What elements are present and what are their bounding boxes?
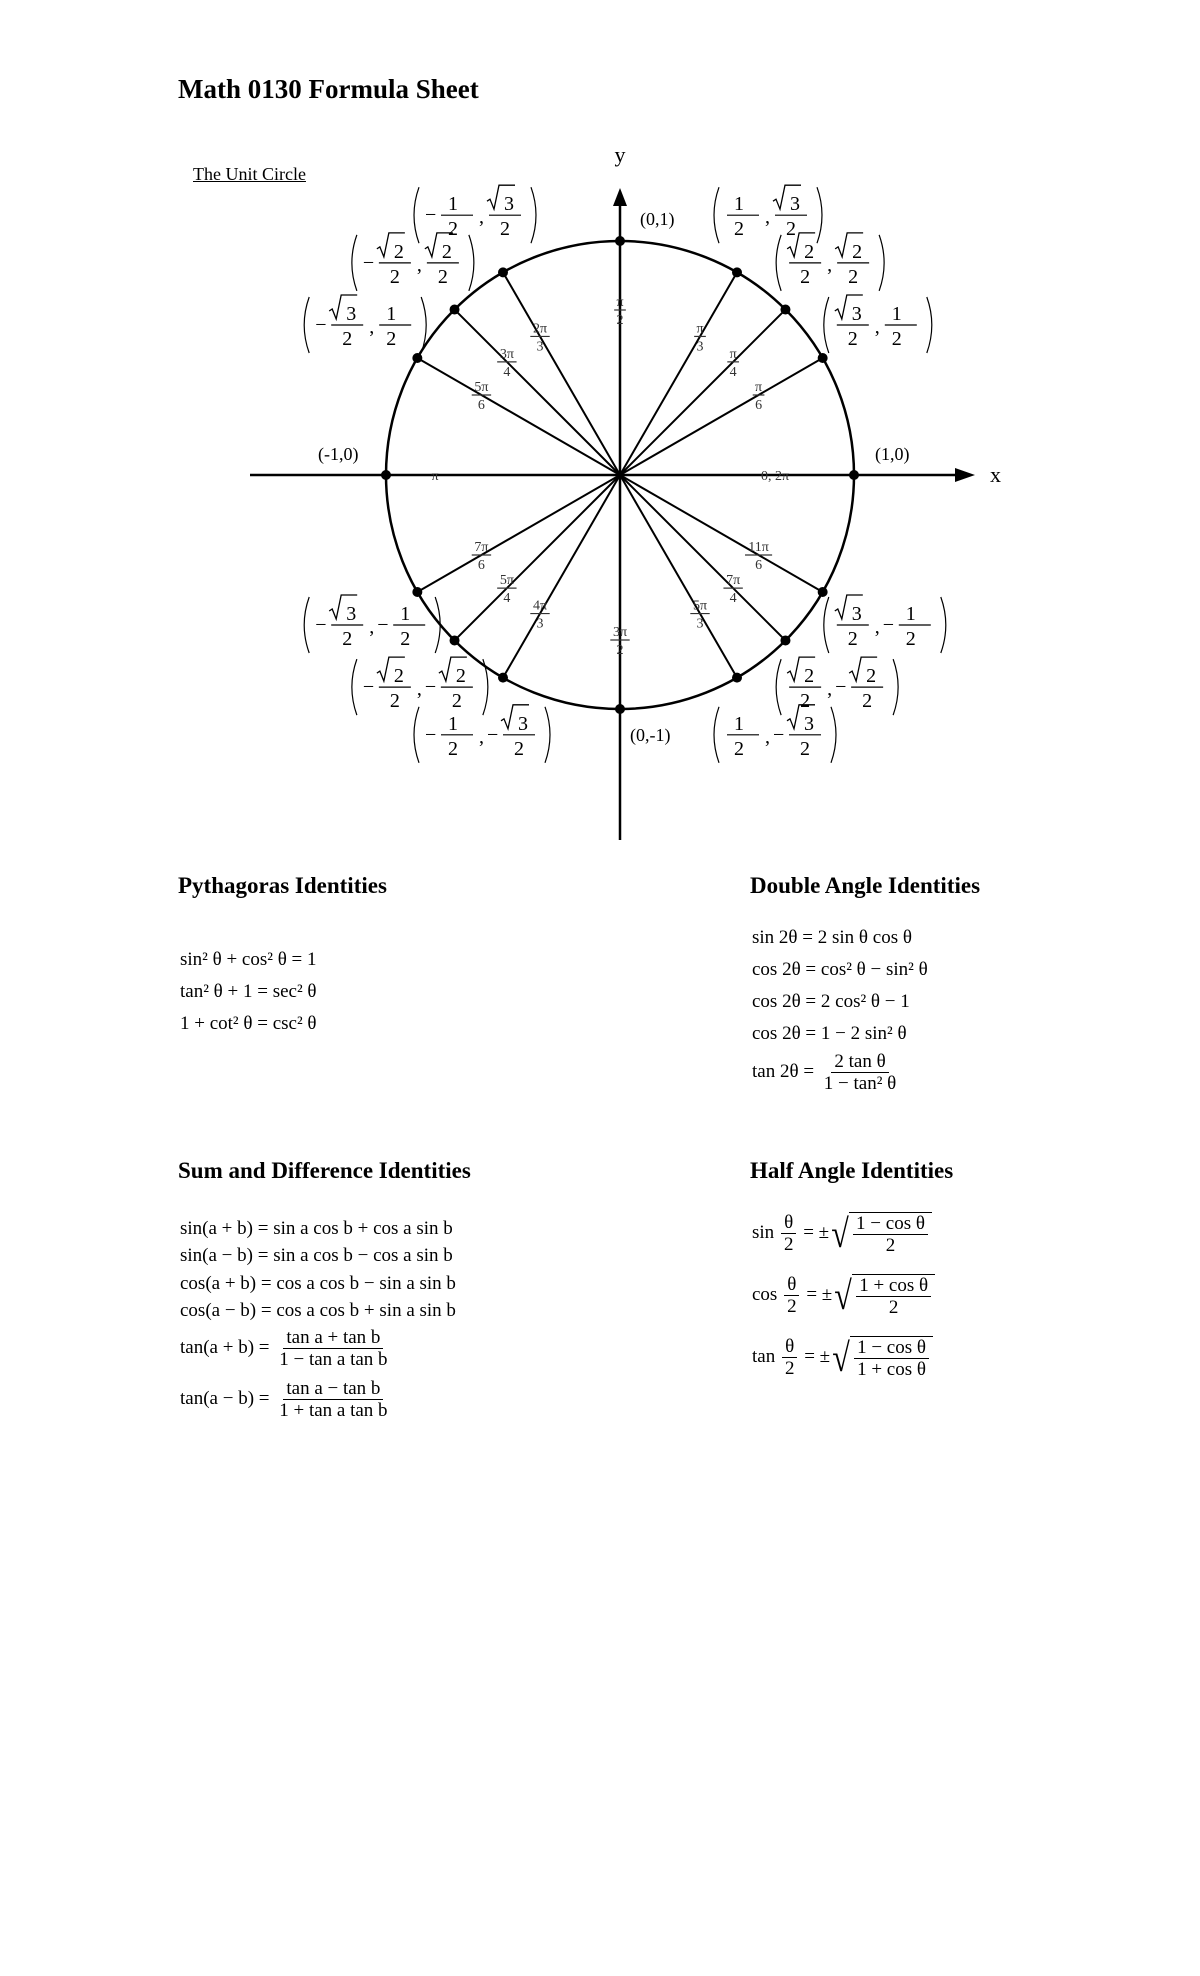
half-angle-tan-radicand bbox=[850, 1336, 933, 1379]
coord-x-240-minus: − bbox=[425, 723, 437, 746]
coord-x-240 bbox=[425, 713, 473, 760]
coord-label-120 bbox=[414, 185, 536, 243]
coord-x-315-num: 2 bbox=[804, 665, 815, 688]
angle-ray bbox=[503, 475, 620, 678]
right-paren-icon bbox=[531, 187, 536, 243]
sum-difference-line-4: cos(a − b) = cos a cos b + sin a sin b bbox=[180, 1300, 456, 1321]
coord-y-30-den: 2 bbox=[891, 328, 902, 350]
coord-x-135-den: 2 bbox=[389, 265, 400, 288]
coord-label-210 bbox=[304, 595, 440, 653]
angle-ray bbox=[620, 272, 737, 475]
coord-x-60-den: 2 bbox=[734, 218, 744, 241]
half-angle-tan-arg-num: θ bbox=[782, 1337, 797, 1358]
coord-y-330-minus: − bbox=[882, 614, 895, 636]
angle-label-135-num: 3π bbox=[499, 346, 514, 362]
angle-ray bbox=[503, 272, 620, 475]
half-angle-sin-pm: = ± bbox=[803, 1221, 830, 1243]
coord-y-210 bbox=[377, 603, 425, 650]
left-paren-icon bbox=[714, 707, 719, 763]
coord-y-30-num: 1 bbox=[891, 303, 902, 325]
right-paren-icon bbox=[927, 297, 932, 353]
coord-comma-30: , bbox=[874, 316, 880, 338]
angle-label-60-num: π bbox=[696, 321, 704, 337]
coord-y-300-den: 2 bbox=[800, 737, 810, 760]
coord-x-225 bbox=[363, 657, 411, 712]
angle-label-210 bbox=[472, 540, 491, 573]
angle-label-90-den: 2 bbox=[616, 313, 624, 328]
coord-y-210-num: 1 bbox=[400, 603, 411, 625]
coord-x-210 bbox=[315, 595, 363, 650]
circle-point bbox=[498, 673, 508, 683]
tan-minus-fraction bbox=[276, 1379, 390, 1420]
circle-point bbox=[732, 673, 742, 683]
coord-comma-135: , bbox=[416, 253, 422, 276]
coord-x-150 bbox=[315, 295, 363, 350]
x-axis-label: x bbox=[990, 462, 1001, 487]
coord-y-315 bbox=[835, 657, 883, 712]
circle-point bbox=[450, 305, 460, 315]
angle-label-315 bbox=[723, 573, 742, 606]
coord-y-60-num: 3 bbox=[790, 193, 800, 216]
coord-x-60-num: 1 bbox=[734, 193, 744, 216]
half-angle-tan-den: 1 + cos θ bbox=[857, 1359, 926, 1380]
coord-x-210-den: 2 bbox=[342, 628, 353, 650]
coord-y-135 bbox=[425, 233, 459, 288]
tan-minus-lhs: tan(a − b) = bbox=[180, 1387, 270, 1409]
half-angle-tan-pm: = ± bbox=[804, 1345, 831, 1367]
circle-point bbox=[615, 704, 625, 714]
half-angle-heading: Half Angle Identities bbox=[750, 1158, 954, 1183]
coord-y-120-num: 3 bbox=[504, 193, 514, 216]
angle-ray bbox=[620, 475, 823, 592]
coord-y-45 bbox=[835, 233, 869, 288]
double-angle-line-1: sin 2θ = 2 sin θ cos θ bbox=[752, 927, 912, 948]
coord-x-240-num: 1 bbox=[448, 712, 458, 735]
sqrt-icon: √ bbox=[831, 1210, 849, 1256]
angle-label-0: 0, 2π bbox=[760, 469, 790, 484]
coord-x-315 bbox=[787, 657, 821, 712]
coord-y-240-minus: − bbox=[487, 723, 499, 746]
angle-label-240-num: 4π bbox=[532, 598, 548, 614]
point-label-left: (-1,0) bbox=[318, 444, 359, 464]
left-paren-icon bbox=[414, 187, 419, 243]
half-angle-cos-fn: cos bbox=[752, 1283, 778, 1305]
left-paren-icon bbox=[824, 597, 829, 653]
coord-y-150-num: 1 bbox=[386, 303, 397, 325]
circle-point bbox=[381, 470, 391, 480]
tan-plus-numerator: tan a + tan b bbox=[283, 1328, 383, 1349]
coord-y-120 bbox=[487, 185, 521, 240]
coord-x-300 bbox=[727, 713, 759, 760]
left-paren-icon bbox=[352, 235, 357, 291]
circle-point bbox=[780, 305, 790, 315]
double-angle-tan-numerator: 2 tan θ bbox=[831, 1052, 888, 1073]
circle-point bbox=[498, 267, 508, 277]
angle-label-300-num: 5π bbox=[692, 598, 708, 614]
coord-label-300 bbox=[714, 705, 836, 763]
half-angle-cos-arg-num: θ bbox=[784, 1275, 799, 1296]
half-angle-cos-den: 2 bbox=[888, 1297, 899, 1318]
half-angle-sin-den: 2 bbox=[885, 1235, 896, 1256]
coord-x-225-minus: − bbox=[362, 676, 375, 699]
angle-label-225 bbox=[497, 573, 516, 606]
coord-comma-45: , bbox=[827, 253, 833, 276]
coord-y-225 bbox=[425, 657, 473, 712]
angle-ray bbox=[620, 358, 823, 475]
coord-comma-210: , bbox=[369, 616, 375, 638]
coord-y-60-den: 2 bbox=[786, 218, 796, 241]
coord-y-225-den: 2 bbox=[451, 690, 462, 713]
circle-point bbox=[450, 635, 460, 645]
half-angle-sin bbox=[752, 1212, 932, 1255]
y-axis-label: y bbox=[614, 142, 626, 167]
coord-y-315-num: 2 bbox=[866, 665, 877, 688]
circle-point bbox=[818, 587, 828, 597]
angle-label-150-den: 6 bbox=[477, 398, 485, 413]
sqrt-icon: √ bbox=[832, 1334, 850, 1380]
sum-difference-line-3: cos(a + b) = cos a cos b − sin a sin b bbox=[180, 1273, 456, 1294]
double-angle-line-3: cos 2θ = 2 cos² θ − 1 bbox=[752, 991, 910, 1012]
double-angle-tan-fraction bbox=[821, 1052, 899, 1093]
half-angle-sin-arg-den: 2 bbox=[783, 1234, 794, 1255]
coord-label-330 bbox=[824, 595, 946, 653]
coord-label-45 bbox=[776, 233, 884, 291]
coord-y-330-num: 1 bbox=[905, 603, 916, 625]
coord-x-135 bbox=[363, 233, 411, 288]
angle-label-120-den: 3 bbox=[536, 339, 544, 355]
coord-x-60 bbox=[727, 193, 759, 240]
angle-label-135-den: 4 bbox=[503, 364, 511, 380]
circle-point bbox=[849, 470, 859, 480]
angle-ray bbox=[417, 475, 620, 592]
angle-label-270-den: 2 bbox=[616, 643, 624, 658]
coord-comma-240: , bbox=[479, 725, 484, 748]
half-angle-cos-radicand bbox=[852, 1274, 935, 1317]
point-label-right: (1,0) bbox=[875, 444, 910, 464]
coord-y-150-den: 2 bbox=[386, 328, 397, 350]
half-angle-cos-num: 1 + cos θ bbox=[856, 1276, 931, 1297]
coord-y-120-den: 2 bbox=[500, 218, 510, 241]
coord-x-30 bbox=[835, 295, 869, 350]
pythagoras-line-3: 1 + cot² θ = csc² θ bbox=[180, 1013, 317, 1034]
double-angle-tan bbox=[752, 1052, 901, 1093]
unit-circle-diagram bbox=[0, 0, 1200, 870]
angle-label-315-num: 7π bbox=[726, 573, 741, 589]
right-paren-icon bbox=[941, 597, 946, 653]
left-paren-icon bbox=[352, 659, 357, 715]
angle-label-30-num: π bbox=[755, 380, 763, 395]
angle-label-180: π bbox=[431, 469, 439, 484]
angle-label-225-num: 5π bbox=[499, 573, 514, 589]
angle-label-240-den: 3 bbox=[536, 616, 544, 632]
right-paren-icon bbox=[831, 707, 836, 763]
coord-comma-120: , bbox=[479, 206, 484, 229]
double-angle-line-4: cos 2θ = 1 − 2 sin² θ bbox=[752, 1023, 907, 1044]
right-paren-icon bbox=[545, 707, 550, 763]
coord-y-30 bbox=[885, 303, 917, 350]
coord-x-240-den: 2 bbox=[448, 737, 458, 760]
angle-ray bbox=[417, 358, 620, 475]
half-angle-tan bbox=[752, 1336, 933, 1379]
circle-point bbox=[615, 236, 625, 246]
sum-difference-tan-plus bbox=[180, 1328, 393, 1369]
coord-y-330 bbox=[883, 603, 931, 650]
circle-point bbox=[412, 587, 422, 597]
coord-x-300-num: 1 bbox=[734, 712, 744, 735]
double-angle-tan-lhs: tan 2θ = bbox=[752, 1060, 815, 1082]
half-angle-cos-arg bbox=[784, 1275, 800, 1316]
coord-y-240-num: 3 bbox=[518, 712, 528, 735]
half-angle-sin-num: 1 − cos θ bbox=[853, 1214, 928, 1235]
sum-difference-line-2: sin(a − b) = sin a cos b − cos a sin b bbox=[180, 1245, 453, 1266]
left-paren-icon bbox=[776, 659, 781, 715]
coord-x-330-den: 2 bbox=[847, 628, 858, 650]
half-angle-tan-arg-den: 2 bbox=[784, 1358, 795, 1379]
half-angle-tan-fn: tan bbox=[752, 1345, 776, 1367]
coord-y-45-num: 2 bbox=[852, 240, 863, 263]
angle-label-315-den: 4 bbox=[729, 591, 737, 607]
coord-label-135 bbox=[352, 233, 474, 291]
double-angle-tan-denominator: 1 − tan² θ bbox=[823, 1073, 897, 1094]
half-angle-sin-arg bbox=[781, 1213, 797, 1254]
coord-y-315-minus: − bbox=[835, 676, 847, 699]
coord-x-210-num: 3 bbox=[346, 603, 357, 625]
pythagoras-heading: Pythagoras Identities bbox=[178, 873, 387, 898]
pythagoras-line-1: sin² θ + cos² θ = 1 bbox=[180, 949, 317, 970]
coord-label-60 bbox=[714, 185, 822, 243]
double-angle-heading: Double Angle Identities bbox=[750, 873, 981, 898]
angle-label-45-den: 4 bbox=[729, 364, 737, 380]
right-paren-icon bbox=[817, 187, 822, 243]
coord-x-45 bbox=[787, 233, 821, 288]
half-angle-sin-radicand bbox=[849, 1212, 932, 1255]
angle-ray bbox=[620, 475, 737, 678]
coord-x-30-num: 3 bbox=[851, 303, 862, 325]
angle-label-330-num: 11π bbox=[748, 540, 769, 555]
angle-label-30-den: 6 bbox=[755, 398, 763, 413]
right-paren-icon bbox=[469, 235, 474, 291]
angle-label-270-num: 3π bbox=[612, 625, 628, 640]
circle-point bbox=[780, 635, 790, 645]
angle-label-90-num: π bbox=[616, 295, 624, 310]
double-angle-line-2: cos 2θ = cos² θ − sin² θ bbox=[752, 959, 928, 980]
half-angle-cos-pm: = ± bbox=[806, 1283, 833, 1305]
pythagoras-line-2: tan² θ + 1 = sec² θ bbox=[180, 981, 317, 1002]
coord-x-330-num: 3 bbox=[851, 603, 862, 625]
right-paren-icon bbox=[879, 235, 884, 291]
coord-x-150-den: 2 bbox=[342, 328, 353, 350]
unit-circle-heading: The Unit Circle bbox=[193, 164, 306, 184]
angle-label-45 bbox=[727, 347, 739, 380]
coord-y-60 bbox=[773, 185, 807, 240]
coord-label-315 bbox=[776, 657, 898, 715]
circle-point bbox=[818, 353, 828, 363]
tan-minus-denominator: 1 + tan a tan b bbox=[279, 1400, 388, 1421]
coord-y-225-minus: − bbox=[424, 676, 437, 699]
coord-x-210-minus: − bbox=[315, 614, 327, 636]
coord-comma-315: , bbox=[827, 678, 833, 701]
coord-x-120-minus: − bbox=[425, 204, 437, 227]
coord-x-330 bbox=[835, 595, 869, 650]
angle-label-330-den: 6 bbox=[755, 558, 763, 573]
coord-y-210-den: 2 bbox=[400, 628, 411, 650]
coord-x-315-den: 2 bbox=[800, 690, 811, 713]
coord-y-45-den: 2 bbox=[848, 265, 859, 288]
coord-x-135-num: 2 bbox=[393, 240, 404, 263]
coord-comma-330: , bbox=[874, 616, 880, 638]
right-paren-icon bbox=[893, 659, 898, 715]
left-paren-icon bbox=[414, 707, 419, 763]
angle-label-135 bbox=[497, 347, 516, 380]
angle-label-150 bbox=[472, 380, 491, 413]
left-paren-icon bbox=[824, 297, 829, 353]
coord-x-150-num: 3 bbox=[346, 303, 357, 325]
angle-label-60-den: 3 bbox=[696, 339, 704, 355]
coord-y-240 bbox=[487, 705, 535, 760]
y-axis-arrow bbox=[613, 188, 627, 206]
angle-label-210-den: 6 bbox=[477, 558, 485, 573]
x-axis-arrow bbox=[955, 468, 975, 482]
coord-x-300-den: 2 bbox=[734, 737, 744, 760]
tan-plus-lhs: tan(a + b) = bbox=[180, 1336, 270, 1358]
coord-y-315-den: 2 bbox=[862, 690, 873, 713]
point-label-bottom: (0,-1) bbox=[630, 725, 671, 745]
sqrt-icon: √ bbox=[834, 1272, 852, 1318]
point-label-top: (0,1) bbox=[640, 209, 675, 229]
coord-x-225-den: 2 bbox=[389, 690, 400, 713]
coord-comma-225: , bbox=[416, 678, 422, 701]
coord-comma-150: , bbox=[369, 316, 375, 338]
coord-x-120-den: 2 bbox=[448, 218, 458, 241]
coord-y-150 bbox=[379, 303, 411, 350]
angle-label-150-num: 5π bbox=[474, 380, 489, 395]
angle-label-330 bbox=[745, 540, 772, 573]
sum-difference-tan-minus bbox=[180, 1379, 393, 1420]
coord-y-135-num: 2 bbox=[441, 240, 452, 263]
left-paren-icon bbox=[714, 187, 719, 243]
angle-label-45-num: π bbox=[729, 346, 737, 362]
angle-label-120-num: 2π bbox=[532, 321, 548, 337]
half-angle-sin-arg-num: θ bbox=[781, 1213, 796, 1234]
coord-x-150-minus: − bbox=[315, 314, 327, 336]
coord-y-240-den: 2 bbox=[514, 737, 524, 760]
circle-point bbox=[732, 267, 742, 277]
coord-x-30-den: 2 bbox=[847, 328, 858, 350]
half-angle-cos-arg-den: 2 bbox=[787, 1296, 797, 1317]
coord-x-45-den: 2 bbox=[800, 265, 811, 288]
sum-difference-line-1: sin(a + b) = sin a cos b + cos a sin b bbox=[180, 1218, 453, 1239]
coord-x-225-num: 2 bbox=[393, 665, 404, 688]
tan-plus-denominator: 1 − tan a tan b bbox=[279, 1349, 388, 1370]
tan-plus-fraction bbox=[276, 1328, 390, 1369]
tan-minus-numerator: tan a − tan b bbox=[283, 1379, 383, 1400]
coord-label-150 bbox=[304, 295, 426, 353]
left-paren-icon bbox=[304, 297, 309, 353]
coord-x-135-minus: − bbox=[362, 251, 375, 274]
left-paren-icon bbox=[776, 235, 781, 291]
coord-comma-60: , bbox=[765, 206, 770, 229]
half-angle-sin-fn: sin bbox=[752, 1221, 775, 1243]
coord-comma-300: , bbox=[765, 725, 770, 748]
half-angle-tan-num: 1 − cos θ bbox=[854, 1338, 929, 1359]
half-angle-cos bbox=[752, 1274, 935, 1317]
coord-y-300-minus: − bbox=[773, 723, 785, 746]
left-paren-icon bbox=[304, 597, 309, 653]
angle-label-210-num: 7π bbox=[474, 540, 489, 555]
coord-label-225 bbox=[352, 657, 488, 715]
sum-difference-heading: Sum and Difference Identities bbox=[178, 1158, 471, 1183]
coord-y-300-num: 3 bbox=[804, 712, 814, 735]
angle-label-300-den: 3 bbox=[696, 616, 704, 632]
coord-y-210-minus: − bbox=[377, 614, 389, 636]
coord-x-120-num: 1 bbox=[448, 193, 458, 216]
coord-y-225-num: 2 bbox=[455, 665, 466, 688]
coord-label-30 bbox=[824, 295, 932, 353]
angle-label-225-den: 4 bbox=[503, 591, 511, 607]
coord-y-135-den: 2 bbox=[437, 265, 448, 288]
coord-x-45-num: 2 bbox=[804, 240, 815, 263]
coord-y-330-den: 2 bbox=[905, 628, 916, 650]
page-title: Math 0130 Formula Sheet bbox=[178, 74, 479, 104]
circle-point bbox=[412, 353, 422, 363]
half-angle-tan-arg bbox=[782, 1337, 798, 1378]
coord-label-240 bbox=[414, 705, 550, 763]
